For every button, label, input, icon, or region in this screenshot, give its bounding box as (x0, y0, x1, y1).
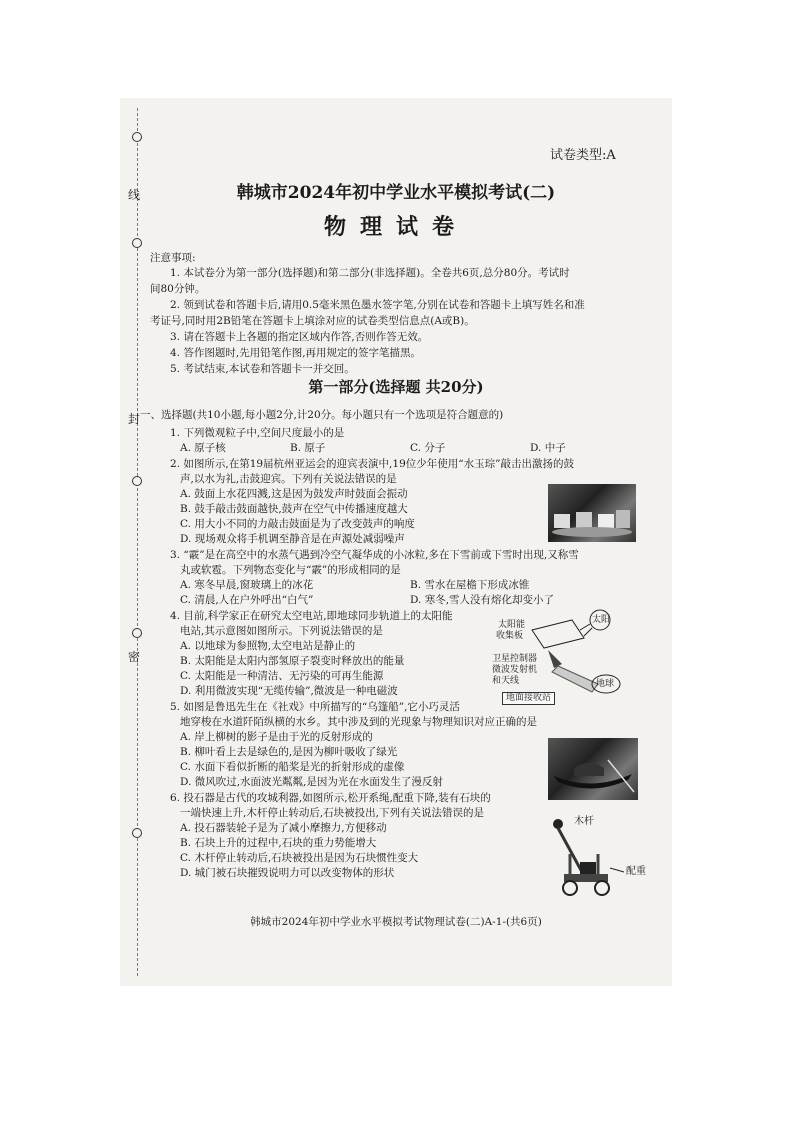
q3-option-c: C. 清晨,人在户外呼出“白气” (180, 594, 314, 606)
black-awning-boat-illustration (548, 738, 638, 800)
q1-option-b: B. 原子 (290, 442, 326, 454)
fig-label-ground-station: 地面接收站 (502, 692, 555, 705)
q6-option-c: C. 木杆停止转动后,石块被投出是因为石块惯性变大 (180, 852, 419, 864)
q3-option-a: A. 寒冬早晨,窗玻璃上的冰花 (180, 579, 314, 591)
q6-option-a: A. 投石器装轮子是为了减小摩擦力,方便移动 (180, 822, 387, 834)
q5-stem: 地穿梭在水道阡陌纵横的水乡。其中涉及到的光现象与物理知识对应正确的是 (180, 716, 537, 728)
q5-option-c: C. 水面下看似折断的船桨是光的折射形成的虚像 (180, 761, 405, 773)
fig-label-panel: 收集板 (496, 631, 524, 641)
notes-line: 3. 请在答题卡上各题的指定区域内作答,否则作答无效。 (170, 331, 429, 343)
fig-label-controller: 和天线 (492, 676, 520, 686)
q1-option-d: D. 中子 (530, 442, 566, 454)
q2-option-b: B. 鼓手敲击鼓面越快,鼓声在空气中传播速度越大 (180, 503, 408, 515)
page-footer: 韩城市2024年初中学业水平模拟考试物理试卷(二)A-1-(共6页) (250, 916, 542, 928)
q3-stem: 3. “霰”是在高空中的水蒸气遇到冷空气凝华成的小冰粒,多在下雪前或下雪时出现,又称雪 (170, 549, 579, 561)
q5-option-a: A. 岸上柳树的影子是由于光的反射形成的 (180, 731, 373, 743)
binding-label-line: 线 (128, 188, 141, 202)
q4-stem: 电站,其示意图如图所示。下列说法错误的是 (180, 625, 383, 637)
notes-heading: 注意事项: (150, 252, 196, 264)
exam-paper (120, 98, 672, 986)
q6-option-b: B. 石块上升的过程中,石块的重力势能增大 (180, 837, 377, 849)
q6-option-d: D. 城门被石块摧毁说明力可以改变物体的形状 (180, 867, 395, 879)
fig-label-earth: 地球 (596, 679, 615, 689)
q5-stem: 5. 如图是鲁迅先生在《社戏》中所描写的“乌篷船”,它小巧灵活 (170, 701, 460, 713)
drum-performance-illustration (548, 484, 636, 542)
q2-option-d: D. 现场观众将手机调至静音是在声源处减弱噪声 (180, 533, 405, 545)
notes-line: 4. 答作图题时,先用铅笔作图,再用规定的签字笔描黑。 (170, 347, 422, 359)
q2-stem: 2. 如图所示,在第19届杭州亚运会的迎宾表演中,19位少年使用“水玉琮”敲击出激扬的鼓 (170, 458, 574, 470)
paper-type-label: 试卷类型:A (550, 148, 616, 163)
fig-label-controller: 微波发射机 (492, 665, 538, 675)
notes-line: 间80分钟。 (150, 283, 206, 295)
fig-label-pole: 木杆 (574, 816, 594, 827)
fig-label-controller: 卫星控制器 (492, 654, 538, 664)
q4-option-b: B. 太阳能是太阳内部氢原子裂变时释放出的能量 (180, 655, 405, 667)
q4-stem: 4. 目前,科学家正在研究太空电站,即地球同步轨道上的太阳能 (170, 610, 453, 622)
binding-hole (132, 476, 142, 486)
fig-label-sun: 太阳 (592, 615, 611, 625)
notes-line: 1. 本试卷分为第一部分(选择题)和第二部分(非选择题)。全卷共6页,总分80分。考试时 (170, 267, 570, 279)
q1-stem: 1. 下列微观粒子中,空间尺度最小的是 (170, 427, 345, 439)
subject-title: 物理试卷 (323, 214, 468, 240)
question-intro: 一、选择题(共10小题,每小题2分,计20分。每小题只有一个选项是符合题意的) (140, 409, 504, 421)
q6-stem: 6. 投石器是古代的攻城利器,如图所示,松开系绳,配重下降,装有石块的 (170, 792, 491, 804)
notes-line: 考证号,同时用2B铅笔在答题卡上填涂对应的试卷类型信息点(A或B)。 (150, 315, 475, 327)
binding-hole (132, 628, 142, 638)
boat-photo (548, 738, 638, 800)
binding-hole (132, 828, 142, 838)
q5-option-d: D. 微风吹过,水面波光粼粼,是因为光在水面发生了漫反射 (180, 776, 443, 788)
fig-label-panel: 太阳能 (498, 620, 526, 630)
fig-label-counterweight: 配重 (626, 866, 646, 877)
exam-title: 韩城市2024年初中学业水平模拟考试(二) (236, 183, 556, 203)
binding-hole (132, 132, 142, 142)
binding-label-secret: 密 (128, 650, 141, 664)
q6-stem: 一端快速上升,木杆停止转动后,石块被投出,下列有关说法错误的是 (180, 807, 485, 819)
binding-label-seal: 封 (128, 412, 141, 426)
q2-stem: 声,以水为礼,击鼓迎宾。下列有关说法错误的是 (180, 473, 397, 485)
q3-option-d: D. 寒冬,雪人没有熔化却变小了 (410, 594, 555, 606)
q3-option-b: B. 雪水在屋檐下形成冰锥 (410, 579, 530, 591)
q3-stem: 丸或软雹。下列物态变化与“霰”的形成相同的是 (180, 564, 401, 576)
section-title: 第一部分(选择题 共20分) (308, 378, 484, 396)
catapult-illustration (540, 816, 650, 906)
q4-option-c: C. 太阳能是一种清洁、无污染的可再生能源 (180, 670, 384, 682)
q1-option-a: A. 原子核 (180, 442, 226, 454)
q4-option-a: A. 以地球为参照物,太空电站是静止的 (180, 640, 356, 652)
q4-option-d: D. 利用微波实现“无缆传输”,微波是一种电磁波 (180, 685, 398, 697)
q1-option-c: C. 分子 (410, 442, 446, 454)
q2-option-c: C. 用大小不同的力敲击鼓面是为了改变鼓声的响度 (180, 518, 415, 530)
q2-option-a: A. 鼓面上水花四溅,这是因为鼓发声时鼓面会振动 (180, 488, 408, 500)
q5-option-b: B. 柳叶看上去是绿色的,是因为柳叶吸收了绿光 (180, 746, 398, 758)
drum-performance-photo (548, 484, 636, 542)
notes-line: 2. 领到试卷和答题卡后,请用0.5毫米黑色墨水签字笔,分别在试卷和答题卡上填写姓名和准 (170, 299, 585, 311)
catapult-diagram (540, 816, 650, 906)
notes-line: 5. 考试结束,本试卷和答题卡一并交回。 (170, 363, 355, 375)
space-station-diagram (492, 606, 642, 708)
